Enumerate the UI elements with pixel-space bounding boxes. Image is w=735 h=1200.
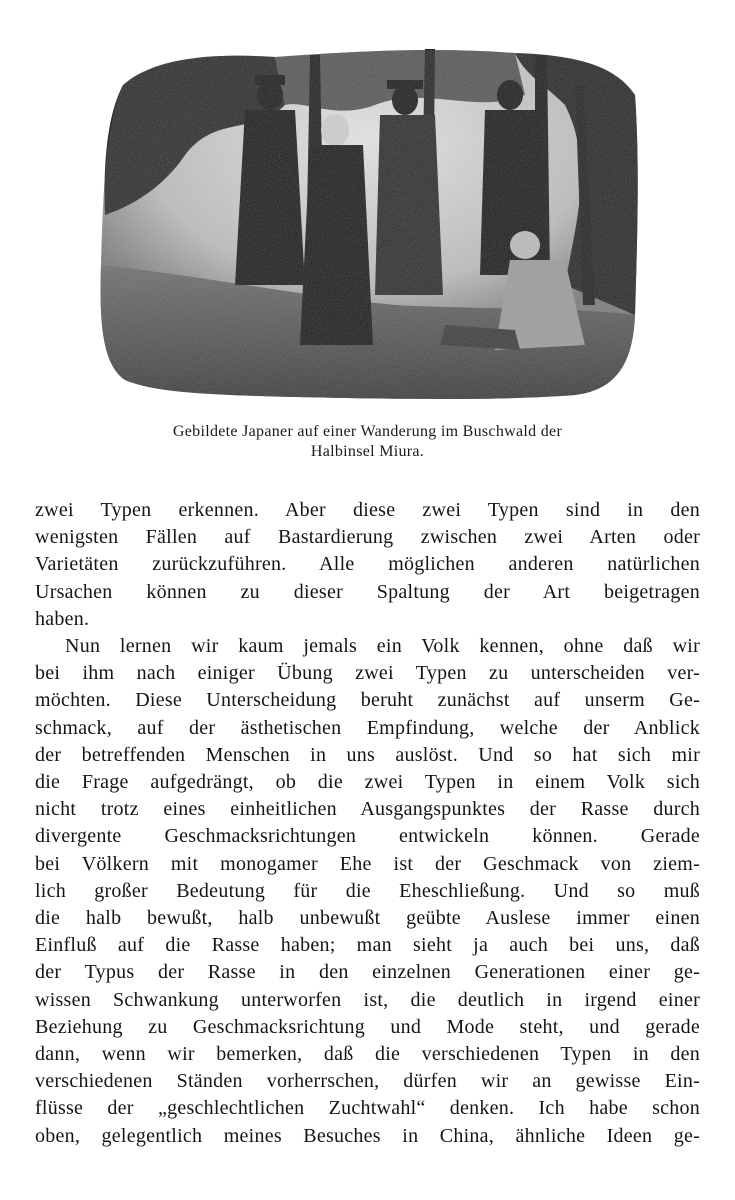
text-line: der betreffenden Menschen in uns auslöst. Und so hat sich mir: [35, 743, 700, 766]
text-line: der Typus der Rasse in den einzelnen Generationen einer ge-: [35, 961, 700, 984]
text-line: verschiedenen Ständen vorherrschen, dürfen wir an gewisse Ein-: [35, 1070, 700, 1093]
figure-photograph: [95, 45, 640, 400]
paragraph-2: [35, 633, 700, 1150]
text-line: haben.: [35, 607, 90, 630]
text-line: flüsse der „geschlechtlichen Zuchtwahl“ denken. Ich habe schon: [35, 1097, 700, 1120]
text-line: zwei Typen erkennen. Aber diese zwei Typen sind in den: [35, 499, 700, 521]
caption-line-2: Halbinsel Miura.: [310, 443, 425, 460]
body-text: [35, 497, 700, 1150]
text-line: schmack, auf der ästhetischen Empfindung, welche der Anblick: [35, 716, 700, 739]
text-line: wissen Schwankung unterworfen ist, die deutlich in irgend einer: [35, 988, 700, 1011]
text-line: möchten. Diese Unterscheidung beruht zunächst auf unserm Ge-: [35, 689, 700, 712]
figure-caption: [60, 422, 675, 462]
text-line: Einfluß auf die Rasse haben; man sieht ja auch bei uns, daß: [35, 934, 700, 957]
text-line: bei Völkern mit monogamer Ehe ist der Geschmack von ziem-: [35, 852, 700, 875]
caption-line-1: Gebildete Japaner auf einer Wanderung im Buschwald der: [172, 423, 563, 440]
text-line: die Frage aufgedrängt, ob die zwei Typen in einem Volk sich: [35, 771, 700, 794]
text-line: Beziehung zu Geschmacksrichtung und Mode steht, und gerade: [35, 1015, 700, 1038]
text-line: Nun lernen wir kaum jemals ein Volk kennen, ohne daß wir: [65, 635, 700, 658]
text-line: Varietäten zurückzuführen. Alle möglichen anderen natürlichen: [35, 553, 700, 576]
text-line: wenigsten Fällen auf Bastardierung zwischen zwei Arten oder: [35, 526, 700, 549]
paragraph-1: [35, 497, 700, 633]
text-line: nicht trotz eines einheitlichen Ausgangspunktes der Rasse durch: [35, 798, 700, 821]
text-line: oben, gelegentlich meines Besuches in China, ähnliche Ideen ge-: [35, 1124, 700, 1147]
text-line: Ursachen können zu dieser Spaltung der Art beigetragen: [35, 580, 700, 603]
text-line: dann, wenn wir bemerken, daß die verschiedenen Typen in den: [35, 1043, 700, 1066]
text-line: divergente Geschmacksrichtungen entwickeln können. Gerade: [35, 825, 700, 848]
text-line: die halb bewußt, halb unbewußt geübte Auslese immer einen: [35, 907, 700, 930]
text-line: lich großer Bedeutung für die Eheschließung. Und so muß: [35, 879, 700, 902]
photograph-group-of-men-in-forest-icon: [95, 45, 640, 400]
text-line: bei ihm nach einiger Übung zwei Typen zu unterscheiden ver-: [35, 662, 700, 685]
